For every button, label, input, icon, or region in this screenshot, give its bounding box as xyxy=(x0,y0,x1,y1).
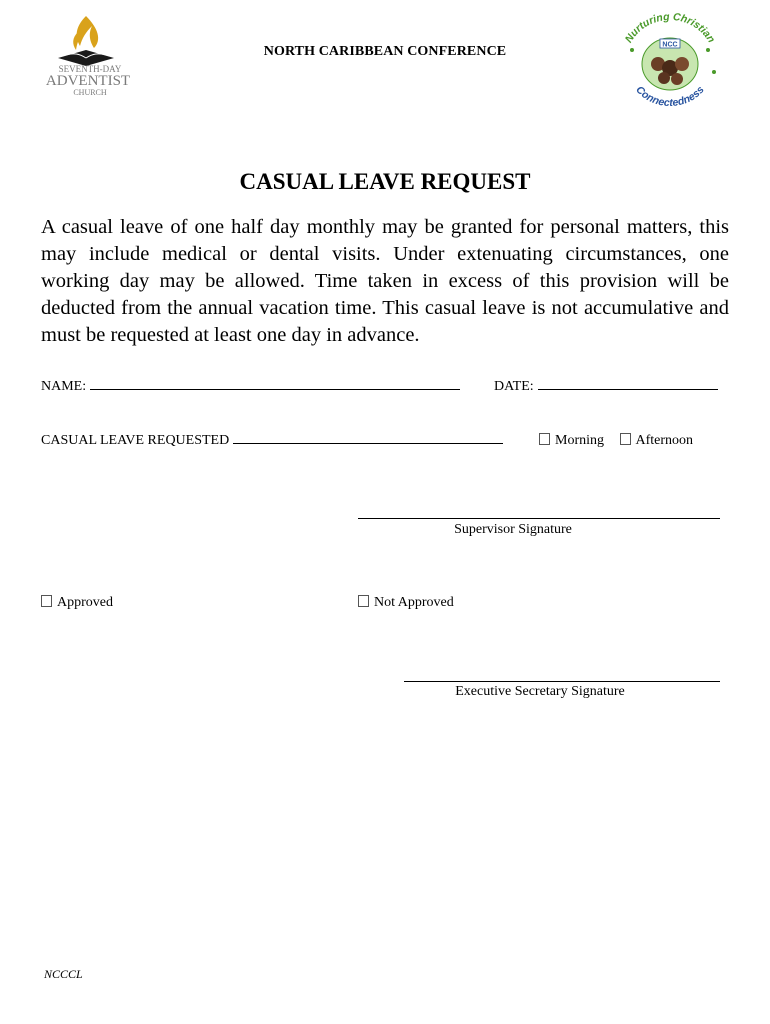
supervisor-signature-line[interactable] xyxy=(358,518,720,519)
morning-checkbox[interactable] xyxy=(539,433,550,445)
name-label: NAME: xyxy=(41,379,87,394)
not-approved-label: Not Approved xyxy=(374,595,454,610)
leave-requested-label: CASUAL LEAVE REQUESTED xyxy=(41,433,230,448)
approved-label: Approved xyxy=(57,595,113,610)
name-input-line[interactable] xyxy=(90,388,460,390)
afternoon-checkbox[interactable] xyxy=(620,433,631,445)
afternoon-option[interactable] xyxy=(620,433,694,448)
leave-requested-field[interactable] xyxy=(41,433,503,449)
leave-requested-input-line[interactable] xyxy=(233,442,503,444)
approved-checkbox[interactable] xyxy=(41,595,52,607)
afternoon-label: Afternoon xyxy=(635,433,694,448)
sda-logo-line3: CHURCH xyxy=(73,88,107,97)
date-label: DATE: xyxy=(494,379,534,394)
ncc-seal-bottom-text: Connectedness xyxy=(633,83,707,110)
ncc-seal-center-text: NCC xyxy=(662,41,678,49)
morning-option[interactable] xyxy=(539,433,616,448)
sda-logo-line2: ADVENTIST xyxy=(45,73,131,89)
ncc-seal-icon xyxy=(614,10,726,110)
exec-signature-caption: Executive Secretary Signature xyxy=(455,684,625,699)
exec-signature-line[interactable] xyxy=(404,681,720,682)
leave-options xyxy=(539,433,693,449)
intro-paragraph: A casual leave of one half day monthly may be granted for personal matters, this may include medical or dental visits. Under extenuating circumstances, one working day may be allowed. Time taken in excess of this provision will be deducted from the annual vacation time. This casual leave is not accumulative and must be requested at least one day in advance. xyxy=(41,216,729,346)
date-input-line[interactable] xyxy=(538,388,718,390)
ncc-logo xyxy=(614,10,726,110)
form-code: NCCCL xyxy=(44,967,83,981)
name-field[interactable] xyxy=(41,379,460,395)
not-approved-option[interactable] xyxy=(358,595,454,611)
sda-logo-line1: SEVENTH-DAY xyxy=(58,64,122,74)
ncc-seal-top-text: Nurturing Christian xyxy=(622,10,718,45)
date-field[interactable] xyxy=(494,379,718,395)
not-approved-checkbox[interactable] xyxy=(358,595,369,607)
approved-option[interactable] xyxy=(41,595,113,611)
morning-label: Morning xyxy=(555,433,604,448)
supervisor-signature-caption: Supervisor Signature xyxy=(454,522,572,537)
form-title: CASUAL LEAVE REQUEST xyxy=(239,169,531,194)
conference-name: NORTH CARIBBEAN CONFERENCE xyxy=(263,44,507,59)
